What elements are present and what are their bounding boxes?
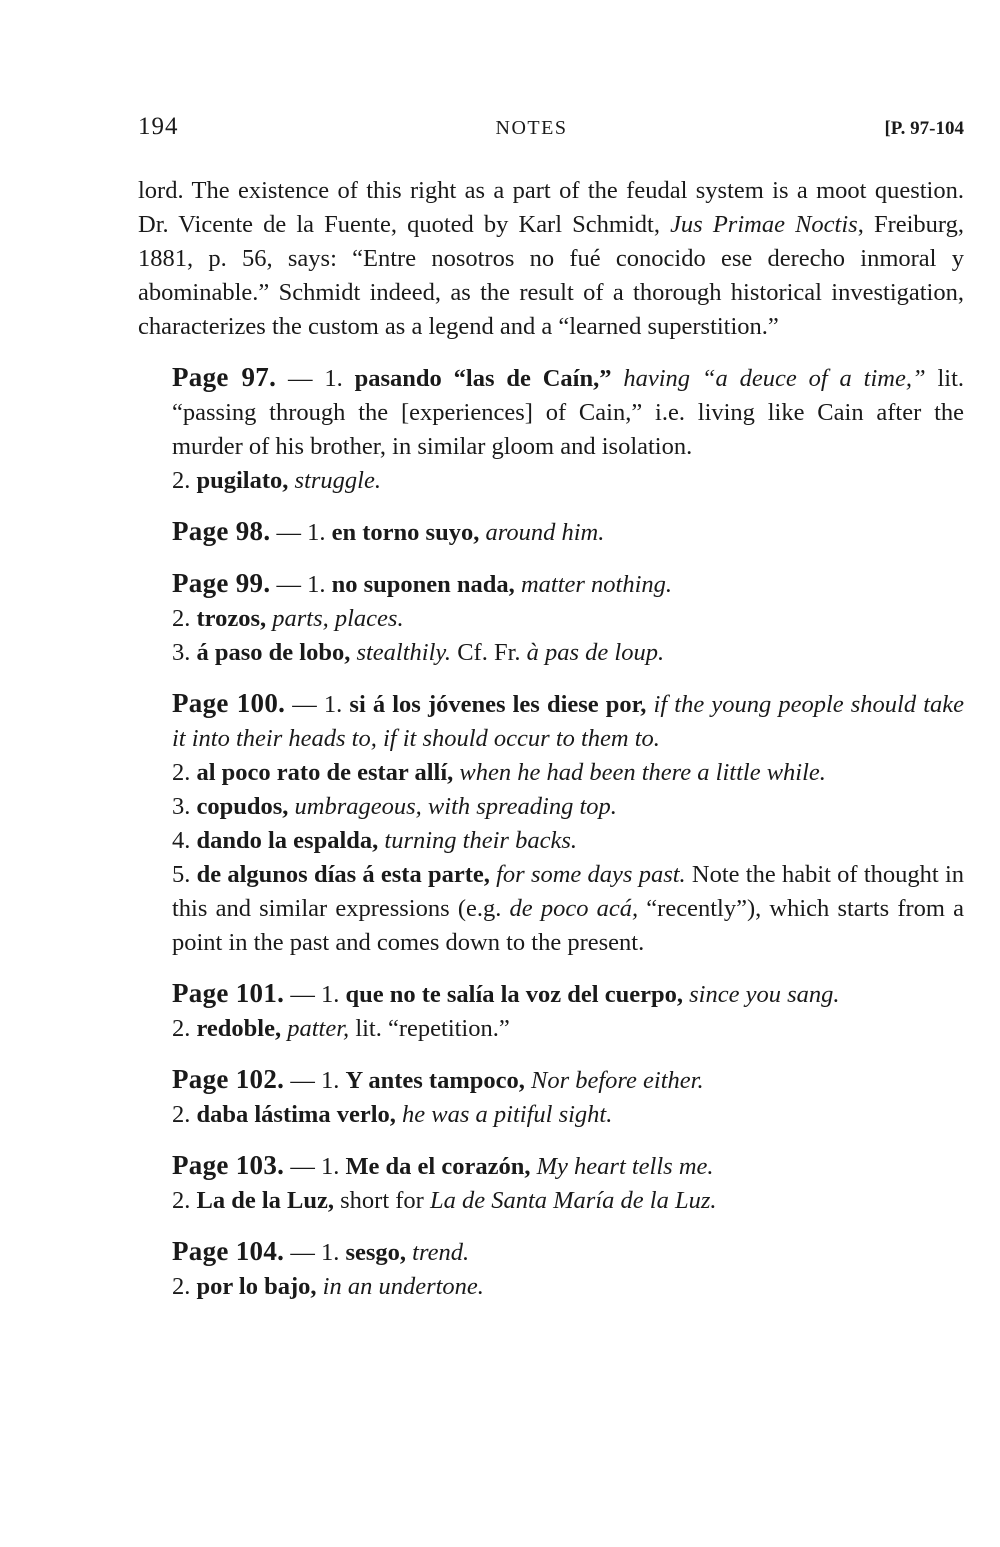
note-item	[138, 566, 964, 602]
em-dash: —	[284, 1067, 321, 1094]
note-text: 2.	[172, 1101, 197, 1128]
note-text: 1.	[320, 1153, 346, 1180]
page-notes-section	[138, 514, 964, 550]
note-item	[138, 1234, 964, 1270]
translation-text: when he had been there a little while.	[459, 759, 826, 786]
note-text: Note the habit of thought in this and similar expressions (e.g.	[172, 861, 964, 922]
note-text: lord. The existence of this right as a part of the feudal system is a moot question. Dr. Vicente de la Fuente, quoted by Karl Schmidt,	[138, 177, 964, 238]
translation-text: since you sang.	[689, 981, 840, 1008]
note-text: 3.	[172, 639, 197, 666]
translation-text: Nor before either.	[530, 1067, 704, 1094]
spanish-phrase: si á los jóvenes les diese por,	[349, 691, 647, 718]
translation-text: if the young people should take it into their heads to, if it should occur to them to.	[172, 691, 965, 752]
note-text: 2.	[172, 605, 197, 632]
notes-list	[138, 360, 964, 1304]
note-text: 2.	[172, 467, 197, 494]
translation-text: parts, places.	[272, 605, 404, 632]
note-item	[138, 1062, 964, 1098]
spanish-phrase: por lo bajo,	[196, 1273, 317, 1300]
spanish-phrase: pasando “las de Caín,”	[354, 365, 612, 392]
page-reference-heading: Page 98.	[172, 516, 271, 546]
spanish-phrase: al poco rato de estar allí,	[196, 759, 454, 786]
page-notes-section	[138, 1234, 964, 1304]
translation-text: trend.	[412, 1239, 470, 1266]
note-item	[138, 602, 964, 636]
translation-text: My heart tells me.	[536, 1153, 714, 1180]
translation-text: Jus Primae Noctis	[670, 211, 858, 238]
note-text: 1.	[324, 365, 355, 392]
note-text: short for	[334, 1187, 430, 1214]
page-notes-section	[138, 1062, 964, 1132]
translation-text: he was a pitiful sight.	[402, 1101, 613, 1128]
spanish-phrase: á paso de lobo,	[196, 639, 351, 666]
spanish-phrase: no suponen nada,	[331, 571, 515, 598]
spanish-phrase: La de la Luz,	[196, 1187, 334, 1214]
translation-text: stealthily.	[356, 639, 452, 666]
translation-text: de poco acá,	[509, 895, 639, 922]
note-text: 1.	[307, 519, 332, 546]
note-item	[138, 1270, 964, 1304]
spanish-phrase: daba lástima verlo,	[196, 1101, 396, 1128]
spanish-phrase: trozos,	[196, 605, 267, 632]
page-notes-section	[138, 1148, 964, 1218]
page-reference-heading: Page 101.	[172, 978, 285, 1008]
note-item	[138, 1184, 964, 1218]
spanish-phrase: sesgo,	[345, 1239, 407, 1266]
page-reference-heading: Page 103.	[172, 1150, 285, 1180]
note-text: 1.	[320, 1239, 346, 1266]
translation-text: patter,	[287, 1015, 350, 1042]
translation-text: in an undertone.	[322, 1273, 484, 1300]
page-reference-heading: Page 104.	[172, 1236, 285, 1266]
spanish-phrase: dando la espalda,	[196, 827, 379, 854]
header-title: NOTES	[495, 117, 568, 139]
translation-text: having “a deuce of a time,”	[623, 365, 926, 392]
note-item	[138, 464, 964, 498]
translation-text: around him.	[485, 519, 605, 546]
note-text: 4.	[172, 827, 197, 854]
header-page-range: [P. 97-104	[884, 118, 964, 139]
note-item	[138, 1012, 964, 1046]
translation-text: La de Santa María de la Luz.	[429, 1187, 717, 1214]
note-text: 5.	[172, 861, 197, 888]
page-number: 194	[138, 113, 179, 140]
page-reference-heading: Page 100.	[172, 688, 286, 718]
translation-text: struggle.	[294, 467, 381, 494]
note-text	[646, 691, 653, 718]
em-dash: —	[276, 365, 325, 392]
note-text: 2.	[172, 759, 197, 786]
note-text: lit. “passing through the [experiences] of Cain,” i.e. living like Cain after the murder of his brother, in similar gloom and isolation.	[172, 365, 965, 460]
spanish-phrase: Y antes tampoco,	[345, 1067, 525, 1094]
page-reference-heading: Page 99.	[172, 568, 271, 598]
em-dash: —	[284, 981, 321, 1008]
translation-text: matter nothing.	[520, 571, 673, 598]
book-page	[138, 110, 964, 1304]
note-text: 1.	[307, 571, 332, 598]
em-dash: —	[284, 1239, 321, 1266]
note-item	[138, 1148, 964, 1184]
note-item	[138, 858, 964, 960]
spanish-phrase: que no te salía la voz del cuerpo,	[345, 981, 683, 1008]
note-item	[138, 756, 964, 790]
page-notes-section	[138, 976, 964, 1046]
page-reference-heading: Page 102.	[172, 1064, 285, 1094]
page-reference-heading: Page 97.	[172, 362, 277, 392]
page-notes-section	[138, 566, 964, 670]
note-item	[138, 790, 964, 824]
note-text: 2.	[172, 1015, 197, 1042]
spanish-phrase: pugilato,	[196, 467, 289, 494]
note-item	[138, 514, 964, 550]
note-text: 3.	[172, 793, 197, 820]
note-text: 1.	[320, 981, 346, 1008]
spanish-phrase: en torno suyo,	[331, 519, 480, 546]
note-item	[138, 686, 964, 756]
em-dash: —	[270, 571, 308, 598]
translation-text: umbrageous, with spreading top.	[294, 793, 617, 820]
note-text: , Freiburg, 1881, p. 56, says: “Entre nosotros no fué conocido ese derecho inmoral y abominable.” Schmidt indeed, as the result of a thorough historical investigation, characterizes the custom as a legend and a “learned superstition.”	[138, 211, 965, 340]
spanish-phrase: redoble,	[196, 1015, 282, 1042]
note-item	[138, 976, 964, 1012]
note-item	[138, 360, 964, 464]
note-item	[138, 824, 964, 858]
note-text: Cf. Fr.	[451, 639, 527, 666]
note-text: “recently”), which starts from a point in the past and comes down to the present.	[172, 895, 964, 956]
note-text: 2.	[172, 1187, 197, 1214]
intro-paragraph	[138, 174, 964, 344]
em-dash: —	[284, 1153, 321, 1180]
em-dash: —	[285, 691, 324, 718]
note-text	[611, 365, 623, 392]
note-text: 2.	[172, 1273, 197, 1300]
note-text: lit. “repetition.”	[349, 1015, 510, 1042]
note-text: 1.	[323, 691, 350, 718]
page-notes-section	[138, 360, 964, 498]
translation-text: for some days past.	[496, 861, 686, 888]
page-notes-section	[138, 686, 964, 960]
note-text: 1.	[320, 1067, 346, 1094]
em-dash: —	[270, 519, 308, 546]
spanish-phrase: copudos,	[196, 793, 289, 820]
note-item	[138, 1098, 964, 1132]
note-item	[138, 636, 964, 670]
translation-text: turning their backs.	[384, 827, 577, 854]
translation-text: à pas de loup.	[526, 639, 665, 666]
spanish-phrase: de algunos días á esta parte,	[196, 861, 490, 888]
spanish-phrase: Me da el corazón,	[345, 1153, 531, 1180]
running-header	[138, 110, 964, 144]
